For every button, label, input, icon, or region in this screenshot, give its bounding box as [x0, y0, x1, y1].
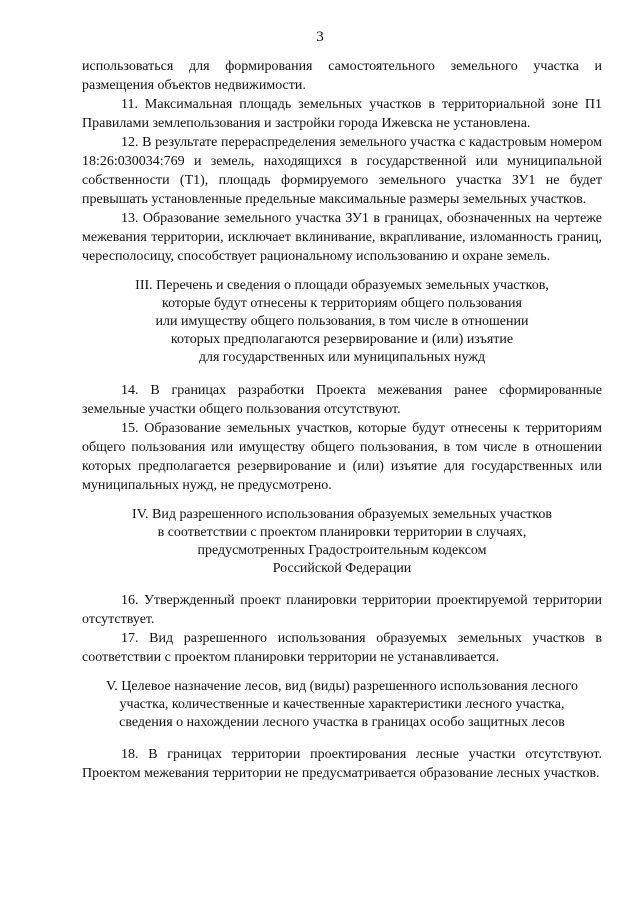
spacer [82, 266, 602, 277]
section-5-heading [82, 678, 602, 732]
paragraph-12: 12. В результате перераспределения земельного участка с кадастровым номером 18:26:030034:769 и земель, находящихся в государственной или муниципальной собственности (Т1), площадь формируемого земельного участка ЗУ1 не будет превышать установленные предельные максимальные размеры земельных участков. [82, 135, 602, 207]
paragraph-15: 15. Образование земельных участков, которые будут отнесены к территориям общего пользования или имуществу общего пользования, в том числе в отношении которых предполагается резервирование и (или) изъятие для государственных или муниципальных нужд, не предусмотрено. [82, 421, 602, 493]
spacer [82, 667, 602, 678]
heading-line: для государственных или муниципальных нужд [198, 350, 486, 365]
heading-line: в соответствии с проектом планировки территории в случаях, [157, 525, 527, 540]
section-4-heading [82, 506, 602, 578]
paragraph-intro: использоваться для формирования самостоятельного земельного участка и размещения объектов недвижимости. [82, 59, 602, 93]
spacer [82, 495, 602, 506]
paragraph-13: 13. Образование земельного участка ЗУ1 в границах, обозначенных на чертеже межевания территории, исключает вклинивание, вкрапливание, изломанность границ, чересполосицу, способствует рациональному использованию и охране земель. [82, 211, 602, 264]
heading-line: которые будут отнесены к территориям общего пользования [162, 296, 522, 311]
paragraph-16: 16. Утвержденный проект планировки территории проектируемой территории отсутствует. [82, 593, 602, 627]
heading-line: или имуществу общего пользования, в том числе в отношении [155, 314, 529, 329]
heading-line: V. Целевое назначение лесов, вид (виды) разрешенного использования лесного [106, 679, 578, 694]
heading-line: которых предполагаются резервирование и (или) изъятие [170, 332, 514, 347]
heading-line: участка, количественные и качественные характеристики лесного участка, [119, 697, 565, 712]
spacer [82, 732, 602, 745]
page-number: 3 [316, 29, 324, 45]
paragraph-14: 14. В границах разработки Проекта межевания ранее сформированные земельные участки общего пользования отсутствуют. [82, 383, 602, 417]
paragraph-18: 18. В границах территории проектирования лесные участки отсутствуют. Проектом межевания территории не предусматривается образование лесных участков. [82, 747, 602, 781]
section-3-heading [82, 277, 602, 367]
heading-line: сведения о нахождении лесного участка в границах особо защитных лесов [119, 715, 565, 730]
heading-line: Российской Федерации [272, 561, 412, 576]
heading-line: III. Перечень и сведения о площади образуемых земельных участков, [135, 278, 549, 293]
document-body [82, 57, 602, 783]
spacer [82, 367, 602, 381]
heading-line: предусмотренных Градостроительным кодексом [197, 543, 487, 558]
spacer [82, 578, 602, 591]
heading-line: IV. Вид разрешенного использования образуемых земельных участков [132, 507, 552, 522]
paragraph-11: 11. Максимальная площадь земельных участков в территориальной зоне П1 Правилами землепользования и застройки города Ижевска не установлена. [82, 97, 602, 131]
paragraph-17: 17. Вид разрешенного использования образуемых земельных участков в соответствии с проектом планировки территории не устанавливается. [82, 631, 602, 665]
